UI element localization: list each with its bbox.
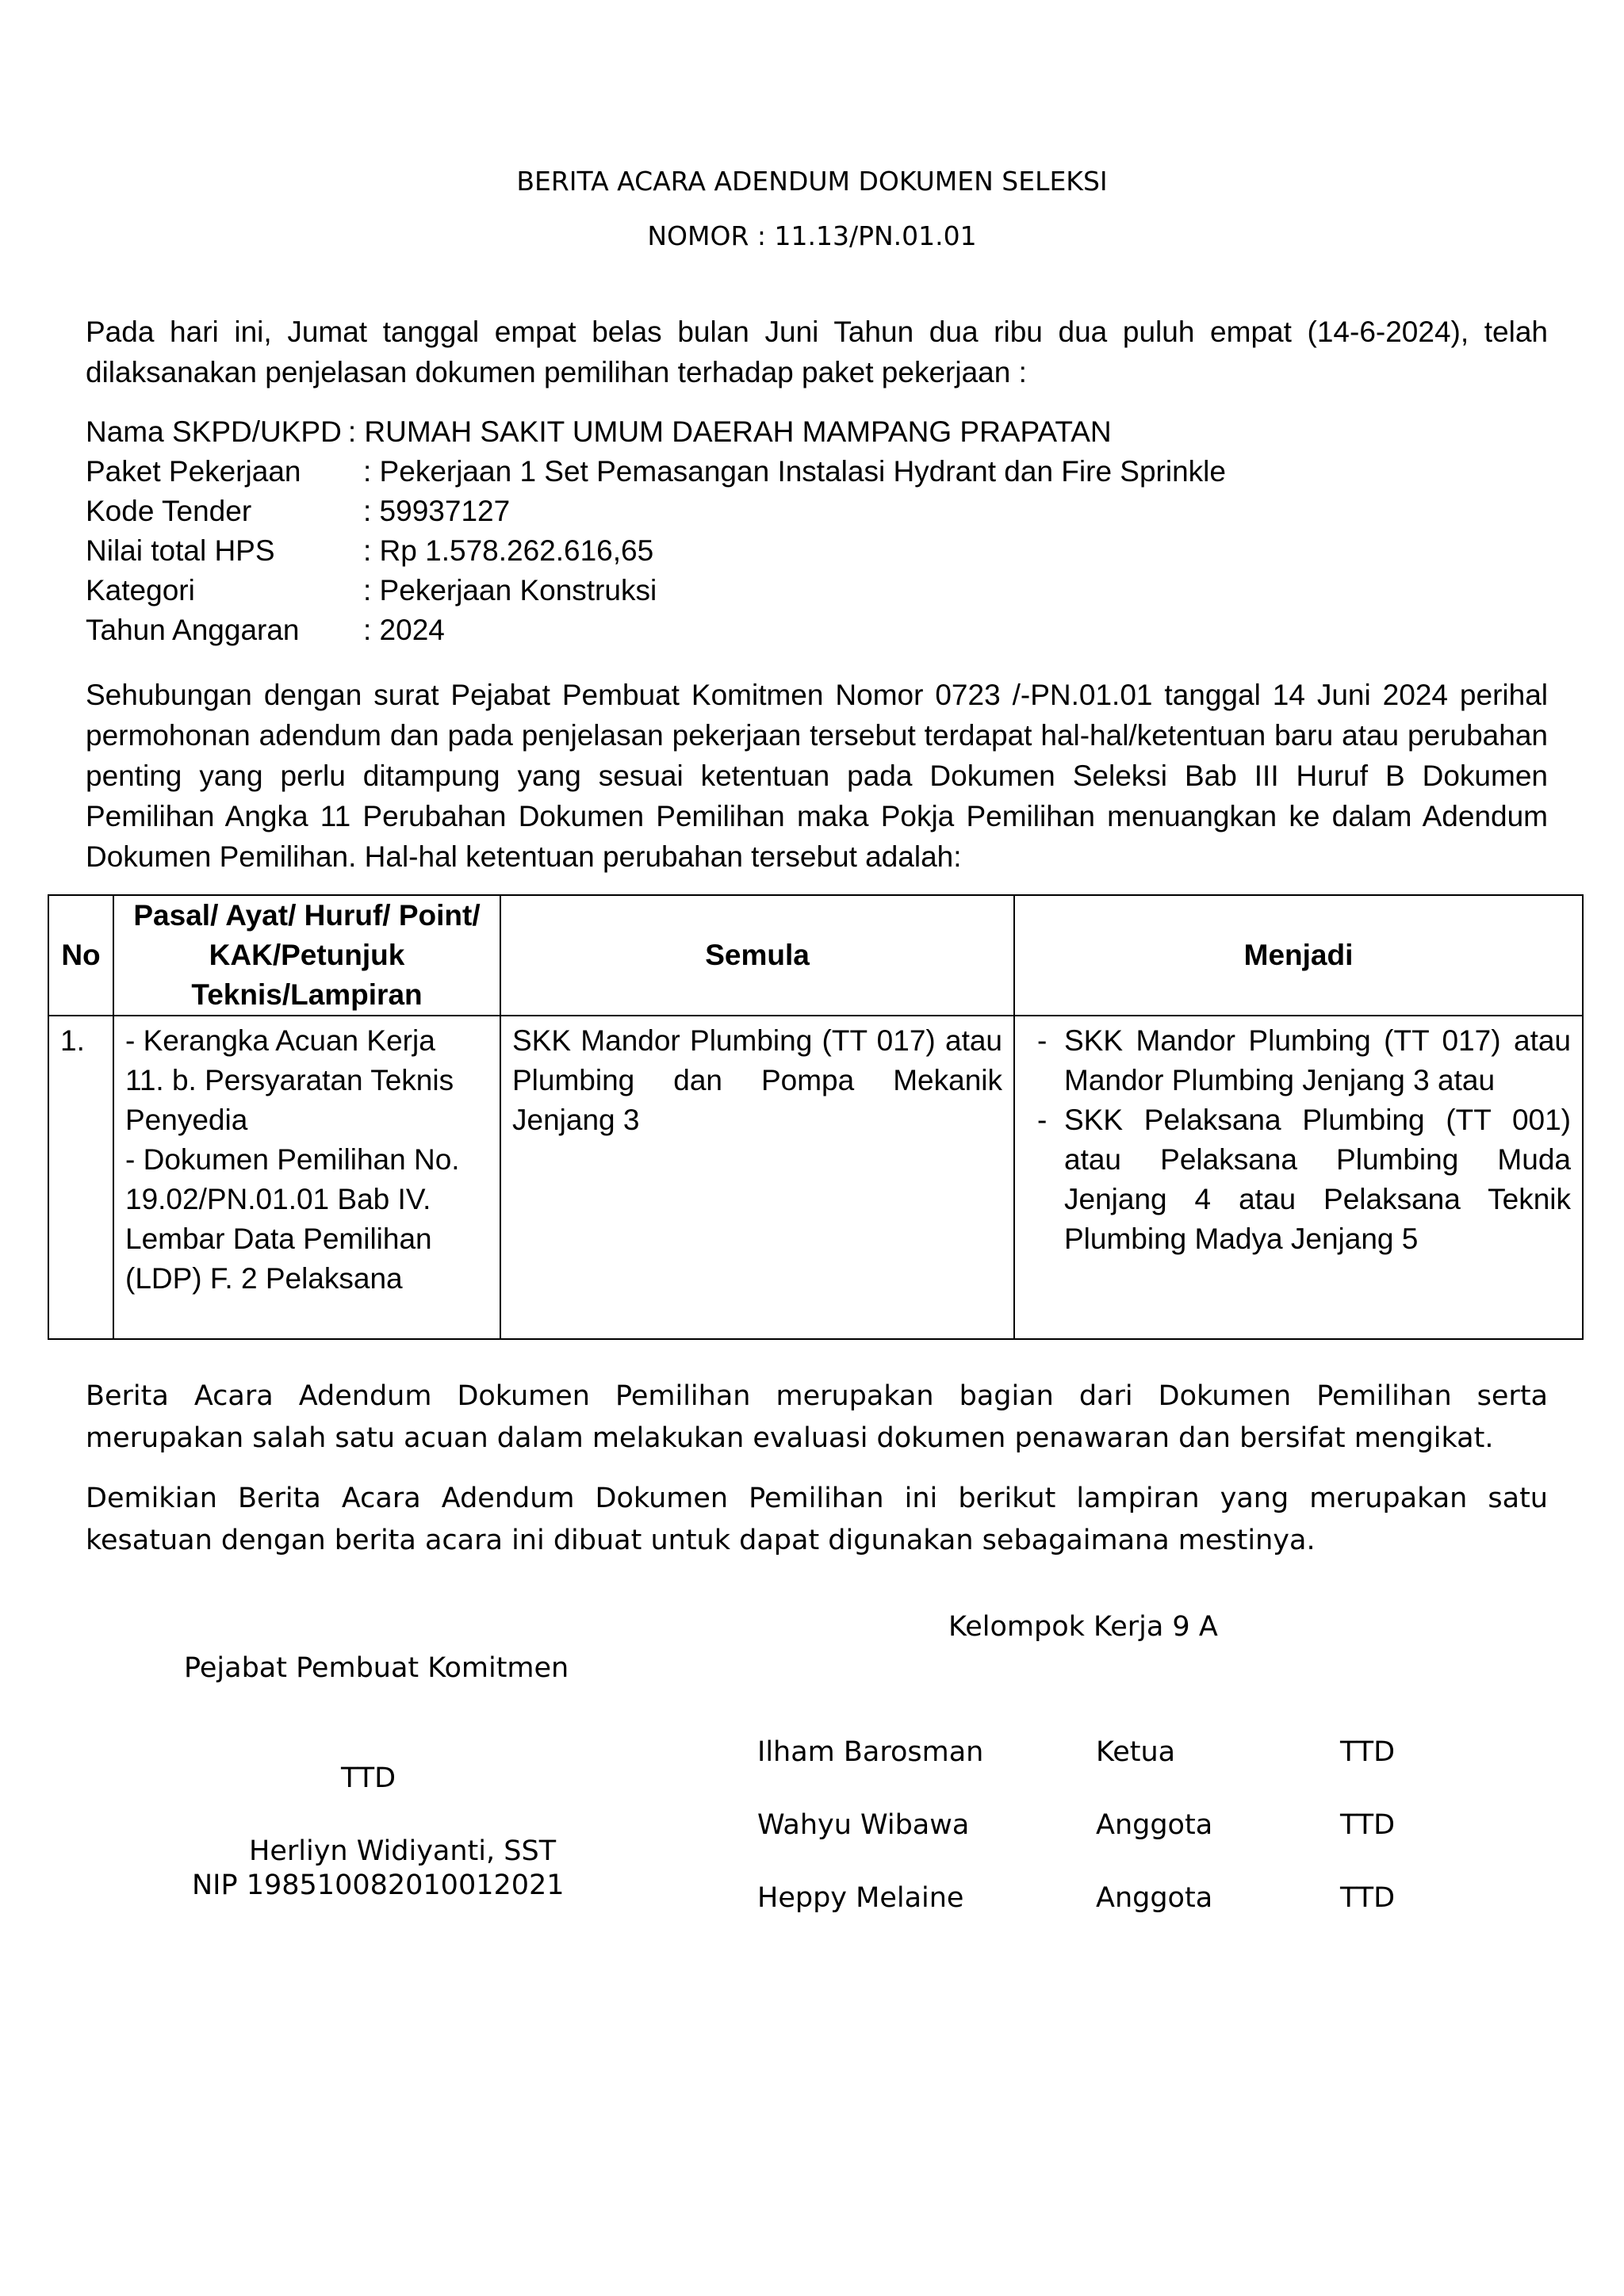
cell-pasal: [113, 1016, 500, 1339]
info-row: [86, 610, 1226, 650]
header-pasal: Pasal/ Ayat/ Huruf/ Point/ KAK/Petunjuk Teknis/Lampiran: [113, 895, 500, 1016]
menjadi-list: [1026, 1021, 1571, 1259]
member-signature: TTD: [1340, 1882, 1396, 1914]
document-title: BERITA ACARA ADENDUM DOKUMEN SELEKSI: [516, 166, 1108, 197]
info-row: [86, 452, 1226, 492]
header-semula: Semula: [500, 895, 1014, 1016]
info-label: Kategori: [86, 574, 195, 607]
table-row: [48, 1016, 1583, 1339]
pasal-line: 11. b. Persyaratan Teknis Penyedia: [125, 1064, 454, 1136]
pasal-line: - Kerangka Acuan Kerja: [125, 1024, 435, 1057]
info-value: : Pekerjaan Konstruksi: [363, 574, 657, 607]
info-value: : RUMAH SAKIT UMUM DAERAH MAMPANG PRAPATAN: [347, 415, 1112, 448]
info-label: Paket Pekerjaan: [86, 455, 301, 488]
member-role: Anggota: [1096, 1882, 1213, 1914]
header-no: No: [48, 895, 113, 1016]
package-info: [86, 412, 1226, 650]
info-label: Tahun Anggaran: [86, 614, 300, 646]
member-name: Wahyu Wibawa: [757, 1809, 970, 1841]
info-row: [86, 571, 1226, 610]
cell-semula: SKK Mandor Plumbing (TT 017) atau Plumbing dan Pompa Mekanik Jenjang 3: [500, 1016, 1014, 1339]
info-row: [86, 412, 1226, 452]
cell-no: 1.: [48, 1016, 113, 1339]
closing-paragraph-2: Demikian Berita Acara Adendum Dokumen Pemilihan ini berikut lampiran yang merupakan satu kesatuan dengan berita acara ini dibuat untuk dapat digunakan sebagaimana mestinya.: [86, 1483, 1548, 1556]
list-item: - SKK Pelaksana Plumbing (TT 001) atau Pelaksana Plumbing Muda Jenjang 4 atau Pelaksana Teknik Plumbing Madya Jenjang 5: [1026, 1100, 1571, 1259]
info-label: Nilai total HPS: [86, 534, 275, 567]
member-signature: TTD: [1340, 1736, 1396, 1768]
ppk-name: Herliyn Widiyanti, SST: [249, 1835, 557, 1867]
member-name: Ilham Barosman: [757, 1736, 984, 1768]
info-label: Nama SKPD/UKPD: [86, 415, 342, 448]
header-menjadi: Menjadi: [1014, 895, 1583, 1016]
intro-paragraph: Pada hari ini, Jumat tanggal empat belas bulan Juni Tahun dua ribu dua puluh empat (14-6-2024), telah dilaksanakan penjelasan dokumen pemilihan terhadap paket pekerjaan :: [86, 316, 1548, 388]
ppk-nip: NIP 198510082010012021: [192, 1869, 565, 1901]
pasal-line: - Dokumen Pemilihan No. 19.02/PN.01.01 Bab IV. Lembar Data Pemilihan (LDP) F. 2 Pelaksana: [125, 1143, 460, 1295]
closing-paragraph-1: Berita Acara Adendum Dokumen Pemilihan merupakan bagian dari Dokumen Pemilihan serta merupakan salah satu acuan dalam melakukan evaluasi dokumen penawaran dan bersifat mengikat.: [86, 1380, 1548, 1454]
member-signature: TTD: [1340, 1809, 1396, 1841]
document-number: NOMOR : 11.13/PN.01.01: [647, 220, 977, 251]
member-role: Anggota: [1096, 1809, 1213, 1841]
info-label: Kode Tender: [86, 495, 252, 527]
addendum-table: [48, 894, 1584, 1340]
ppk-signature: TTD: [341, 1762, 396, 1794]
info-value: : Pekerjaan 1 Set Pemasangan Instalasi Hydrant dan Fire Sprinkle: [363, 455, 1226, 488]
info-value: : Rp 1.578.262.616,65: [363, 534, 654, 567]
table-header-row: [48, 895, 1583, 1016]
ppk-title: Pejabat Pembuat Komitmen: [184, 1652, 569, 1684]
member-name: Heppy Melaine: [757, 1882, 964, 1914]
pokja-title: Kelompok Kerja 9 A: [948, 1611, 1218, 1643]
info-row: [86, 492, 1226, 531]
member-role: Ketua: [1096, 1736, 1176, 1768]
list-item: - SKK Mandor Plumbing (TT 017) atau Mandor Plumbing Jenjang 3 atau: [1026, 1021, 1571, 1100]
cell-menjadi: [1014, 1016, 1583, 1339]
info-row: [86, 531, 1226, 571]
info-value: : 59937127: [363, 495, 511, 527]
context-paragraph: Sehubungan dengan surat Pejabat Pembuat Komitmen Nomor 0723 /-PN.01.01 tanggal 14 Juni 2024 perihal permohonan adendum dan pada penjelasan pekerjaan tersebut terdapat hal-hal/ketentuan baru atau perubahan penting yang perlu ditampung yang sesuai ketentuan pada Dokumen Seleksi Bab III Huruf B Dokumen Pemilihan Angka 11 Perubahan Dokumen Pemilihan maka Pokja Pemilihan menuangkan ke dalam Adendum Dokumen Pemilihan. Hal-hal ketentuan perubahan tersebut adalah:: [86, 679, 1548, 873]
info-value: : 2024: [363, 614, 445, 646]
